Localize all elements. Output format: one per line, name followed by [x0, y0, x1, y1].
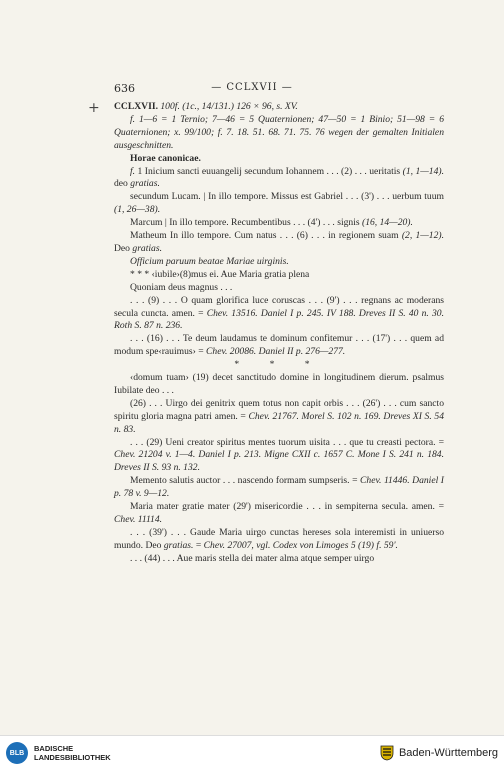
text-run: . . . (44) . . . Aue maris stella dei mater alma atque semper uirgo — [130, 552, 375, 564]
text-run: Maria mater gratie mater (29') misericordie . . . in sempiterna secula. amen. = — [130, 501, 444, 513]
text-run: Memento salutis auctor . . . nascendo formam sumpseris. = — [130, 475, 361, 487]
text-run: Officium paruum beatae Mariae uirginis. — [130, 255, 289, 267]
entry-paragraph — [114, 501, 444, 527]
text-run: . . . (39') . . . Gaude Maria uirgo cunctas hereses sola interemisti in uniuerso mundo. Deo — [114, 526, 444, 551]
text-run: gratias. — [130, 178, 160, 190]
entry-paragraph — [114, 437, 444, 476]
text-run: ‹domum tuam› (19) decet sanctitudo domine in longitudinem dierum. psalmus Iubilate deo . . . — [114, 372, 444, 396]
entry-paragraph — [114, 101, 444, 114]
page-number: 636 — [114, 82, 135, 95]
text-run: f. — [130, 165, 136, 177]
bw-name: Baden-Württemberg — [398, 747, 498, 759]
entry-paragraph — [114, 475, 444, 501]
coat-of-arms-icon — [380, 745, 394, 761]
text-run: Marcum | In illo tempore. Recumbentibus . . . (4') . . . signis — [130, 217, 362, 229]
text-run: . . . (29) Ueni creator spiritus mentes tuorum uisita . . . que tu creasti pectora. = — [130, 436, 444, 448]
entry-paragraph — [114, 527, 444, 553]
margin-mark: + — [88, 100, 100, 116]
entry-paragraph — [114, 153, 444, 166]
section-divider — [114, 359, 444, 372]
blb-name-line1: BADISCHE — [34, 744, 74, 753]
text-run: deo — [114, 178, 131, 190]
text-run: (1, 26—38). — [114, 204, 161, 216]
text-run: f. 1—6 = 1 Ternio; 7—46 = 5 Quaternionen; 47—50 = 1 Binio; 51—98 = 6 Quaternionen; x. 99/100; f. 7. 18. 51. 68. 71. 75. 76 wegen der gemalten Initialen ausgeschnitten. — [114, 113, 444, 151]
text-run: Quoniam deus magnus . . . — [130, 281, 233, 293]
text-run: Horae canonicae. — [130, 152, 201, 164]
text-run: gratias. — [163, 539, 194, 551]
text-run: Chev. 27007, vgl. Codex von Limoges 5 (19) f. 59'. — [203, 539, 398, 551]
blb-logo: BLB — [6, 742, 28, 764]
text-run: Chev. 21767. Morel S. 102 n. 169. Dreves XI S. 54 n. 83. — [114, 410, 444, 435]
entry-paragraph — [114, 282, 444, 295]
text-run: Chev. 11446. Daniel I p. 78 v. 9—12. — [114, 475, 445, 500]
text-run: . . . (9) . . . O quam glorifica luce coruscas . . . (9') . . . regnans ac moderans secula cuncta. amen. = — [114, 294, 444, 319]
text-run: . . . (16) . . . Te deum laudamus te dominum confitemur . . . (17') . . . quem ad modum spe‹rauimus› = — [114, 333, 444, 358]
text-run: Chev. 13516. Daniel I p. 245. IV 188. Dreves II S. 40 n. 30. Roth S. 87 n. 236. — [114, 307, 444, 332]
entry-paragraph — [114, 114, 444, 153]
running-title: — CCLXVII — — [211, 82, 293, 93]
entry-paragraph — [114, 398, 444, 437]
entry-paragraph — [114, 166, 444, 192]
text-run: 100f. (1c., 14/131.) 126 × 96, s. XV. — [157, 101, 298, 112]
text-run: = — [193, 539, 204, 551]
entry-paragraph — [114, 269, 444, 282]
text-run: 1 Inicium sancti euuangelij secundum Iohannem . . . (2) . . . ueritatis — [135, 165, 403, 177]
catalog-entry-body — [114, 101, 444, 566]
entry-paragraph — [114, 333, 444, 359]
entry-paragraph — [114, 230, 444, 256]
text-run: CCLXVII. — [114, 101, 158, 112]
text-run: (2, 1—12). — [401, 230, 444, 242]
blb-name — [34, 744, 111, 762]
text-run: * * * ‹iubile›(8)mus ei. Aue Maria gratia plena — [130, 268, 310, 280]
entry-paragraph — [114, 256, 444, 269]
bw-branding[interactable] — [380, 745, 498, 761]
entry-paragraph — [114, 217, 444, 230]
text-run: Matheum In illo tempore. Cum natus . . . (6) . . . in regionem suam — [130, 230, 402, 242]
text-run: * * * — [234, 359, 324, 371]
text-run: secundum Lucam. | In illo tempore. Missus est Gabriel . . . (3') . . . uerbum tuum — [130, 191, 444, 203]
text-run: Deo — [114, 242, 133, 254]
entry-paragraph — [114, 191, 444, 217]
text-run: (16, 14—20). — [362, 217, 413, 229]
entry-paragraph — [114, 553, 444, 566]
footer-bar — [0, 735, 504, 770]
text-run: gratias. — [132, 242, 162, 254]
blb-name-line2: LANDESBIBLIOTHEK — [34, 753, 111, 762]
entry-paragraph — [114, 295, 444, 334]
text-run: Chev. 11114. — [114, 514, 163, 525]
text-run: Chev. 20086. Daniel II p. 276—277. — [206, 346, 346, 358]
text-run: (26) . . . Uirgo dei genitrix quem totus non capit orbis . . . (26') . . . cum sancto spiritu gloria magna patri amen. = — [114, 397, 444, 422]
text-run: Chev. 21204 v. 1—4. Daniel I p. 213. Migne CXII c. 1657 C. Mone I S. 241 n. 184. Dreves II S. 93 n. 132. — [114, 449, 444, 474]
entry-paragraph — [114, 372, 444, 398]
blb-branding[interactable] — [6, 742, 111, 764]
text-run: (1, 1—14). — [402, 165, 444, 177]
